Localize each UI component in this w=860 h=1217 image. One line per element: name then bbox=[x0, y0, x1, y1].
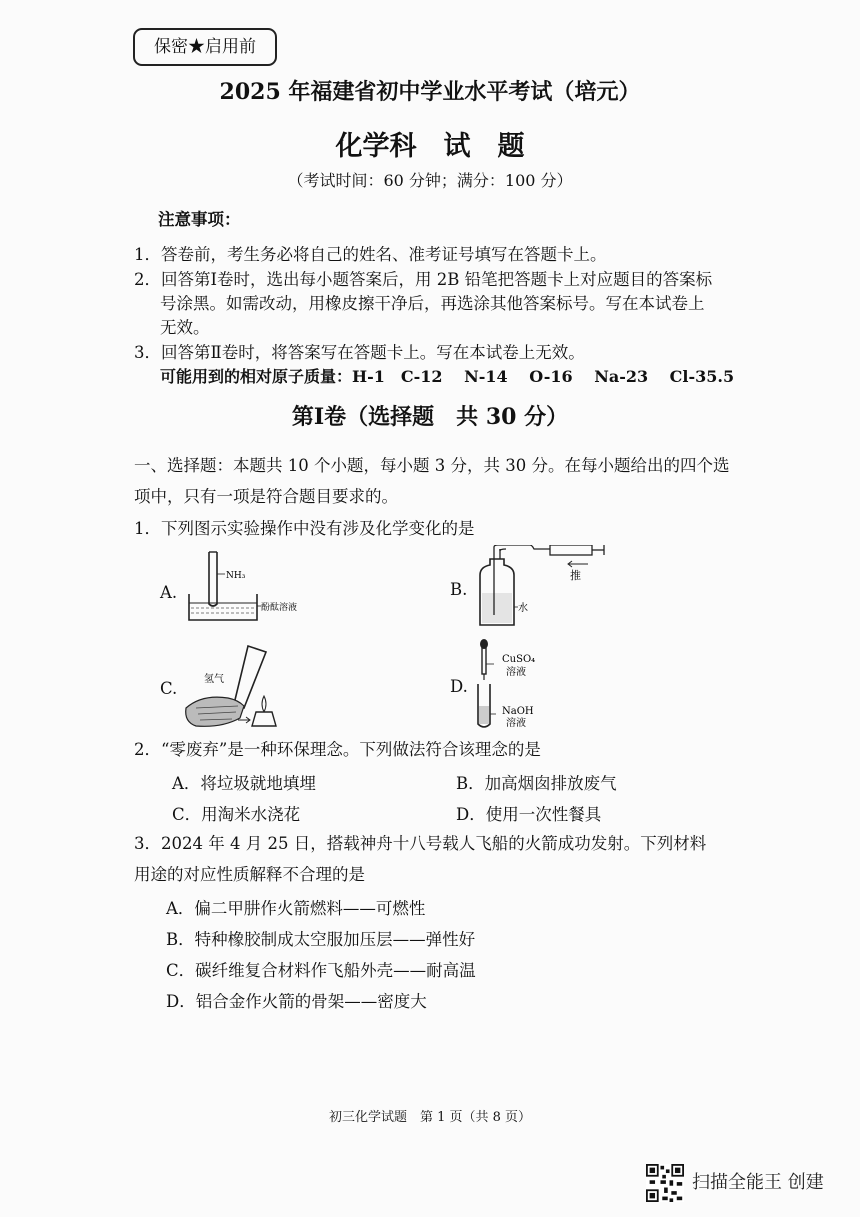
q1-option-c-label: C. bbox=[160, 679, 178, 698]
q2-option-a: A．将垃圾就地填埋 bbox=[172, 774, 316, 793]
notice-heading: 注意事项： bbox=[158, 210, 241, 229]
subject-title: 化学科 试 题 bbox=[335, 131, 525, 162]
q1-fig-b-gas-bottle-syringe bbox=[470, 545, 610, 630]
push-arrow-icon bbox=[568, 561, 588, 567]
fig-d-cuso4-label: CuSO₄ bbox=[502, 654, 536, 665]
q3-option-a: A．偏二甲肼作火箭燃料——可燃性 bbox=[166, 899, 426, 918]
q3-option-c: C．碳纤维复合材料作飞船外壳——耐高温 bbox=[166, 961, 476, 980]
notice-item-1: 1．答卷前，考生务必将自己的姓名、准考证号填写在答题卡上。 bbox=[134, 245, 607, 264]
part1-title: 第Ⅰ卷（选择题 共 30 分） bbox=[291, 404, 569, 430]
q3-stem-line2: 用途的对应性质解释不合理的是 bbox=[134, 865, 365, 884]
fig-a-gas-label: NH₃ bbox=[226, 571, 246, 581]
q1-fig-d-cuso4-naoh bbox=[470, 638, 570, 730]
flame-icon bbox=[262, 696, 266, 712]
inverted-tube-icon bbox=[234, 646, 266, 708]
q3-option-b: B．特种橡胶制成太空服加压层——弹性好 bbox=[166, 930, 476, 949]
dropper-icon bbox=[482, 648, 486, 674]
q1-option-b-label: B. bbox=[450, 580, 468, 599]
q1-stem: 1．下列图示实验操作中没有涉及化学变化的是 bbox=[134, 519, 475, 538]
q1-option-d-label: D. bbox=[450, 677, 468, 696]
atomic-masses: 可能用到的相对原子质量：H-1 C-12 N-14 O-16 Na-23 Cl-35.5 bbox=[160, 367, 735, 386]
q1-option-a-label: A. bbox=[160, 583, 178, 602]
test-tube-icon bbox=[209, 552, 217, 606]
q2-option-b: B．加高烟囱排放废气 bbox=[456, 774, 617, 793]
fig-d-naoh-label: NaOH bbox=[502, 706, 534, 717]
q2-option-c: C．用淘米水浇花 bbox=[172, 805, 301, 824]
qr-code-icon bbox=[646, 1164, 684, 1202]
notice-item-3: 3．回答第Ⅱ卷时，将答案写在答题卡上。写在本试卷上无效。 bbox=[134, 343, 585, 362]
notice-item-2: 2．回答第Ⅰ卷时，选出每小题答案后，用 2B 铅笔把答题卡上对应题目的答案标 bbox=[134, 270, 713, 289]
alcohol-lamp-icon bbox=[252, 712, 276, 726]
fig-c-gas-label: 氢气 bbox=[204, 674, 224, 685]
q2-stem: 2．“零废弃”是一种环保理念。下列做法符合该理念的是 bbox=[134, 740, 541, 759]
syringe-icon bbox=[550, 545, 592, 555]
time-info: （考试时间：60 分钟；满分：100 分） bbox=[287, 171, 573, 190]
notice-item-2-end: 无效。 bbox=[160, 318, 210, 337]
fig-b-water-label: 水 bbox=[518, 603, 528, 614]
scanner-watermark: 扫描全能王 创建 bbox=[692, 1172, 824, 1193]
q1-fig-a-ammonia-fountain bbox=[185, 548, 305, 626]
q3-option-d: D．铝合金作火箭的骨架——密度大 bbox=[166, 992, 427, 1011]
confidential-badge: 保密★启用前 bbox=[133, 28, 277, 66]
q2-option-d: D．使用一次性餐具 bbox=[456, 805, 602, 824]
trough-icon bbox=[189, 594, 257, 620]
fig-b-push-label: 推 bbox=[570, 569, 581, 582]
q3-stem-line1: 3．2024 年 4 月 25 日，搭载神舟十八号载人飞船的火箭成功发射。下列材料 bbox=[134, 834, 707, 853]
fig-d-cuso4-solution-label: 溶液 bbox=[506, 667, 526, 678]
notice-item-2-cont: 号涂黑。如需改动，用橡皮擦干净后，再选涂其他答案标号。写在本试卷上 bbox=[160, 294, 705, 313]
fig-d-naoh-solution-label: 溶液 bbox=[506, 718, 526, 729]
fig-a-liquid-label: 酚酞溶液 bbox=[261, 603, 298, 613]
page-footer: 初三化学试题 第 1 页（共 8 页） bbox=[328, 1110, 532, 1125]
part1-instructions-line2: 项中，只有一项是符合题目要求的。 bbox=[134, 487, 398, 506]
exam-title: 2025 年福建省初中学业水平考试（培元） bbox=[219, 79, 641, 105]
q1-fig-c-hydrogen-test bbox=[182, 642, 297, 732]
part1-instructions-line1: 一、选择题：本题共 10 个小题，每小题 3 分，共 30 分。在每小题给出的四个选 bbox=[134, 456, 730, 475]
